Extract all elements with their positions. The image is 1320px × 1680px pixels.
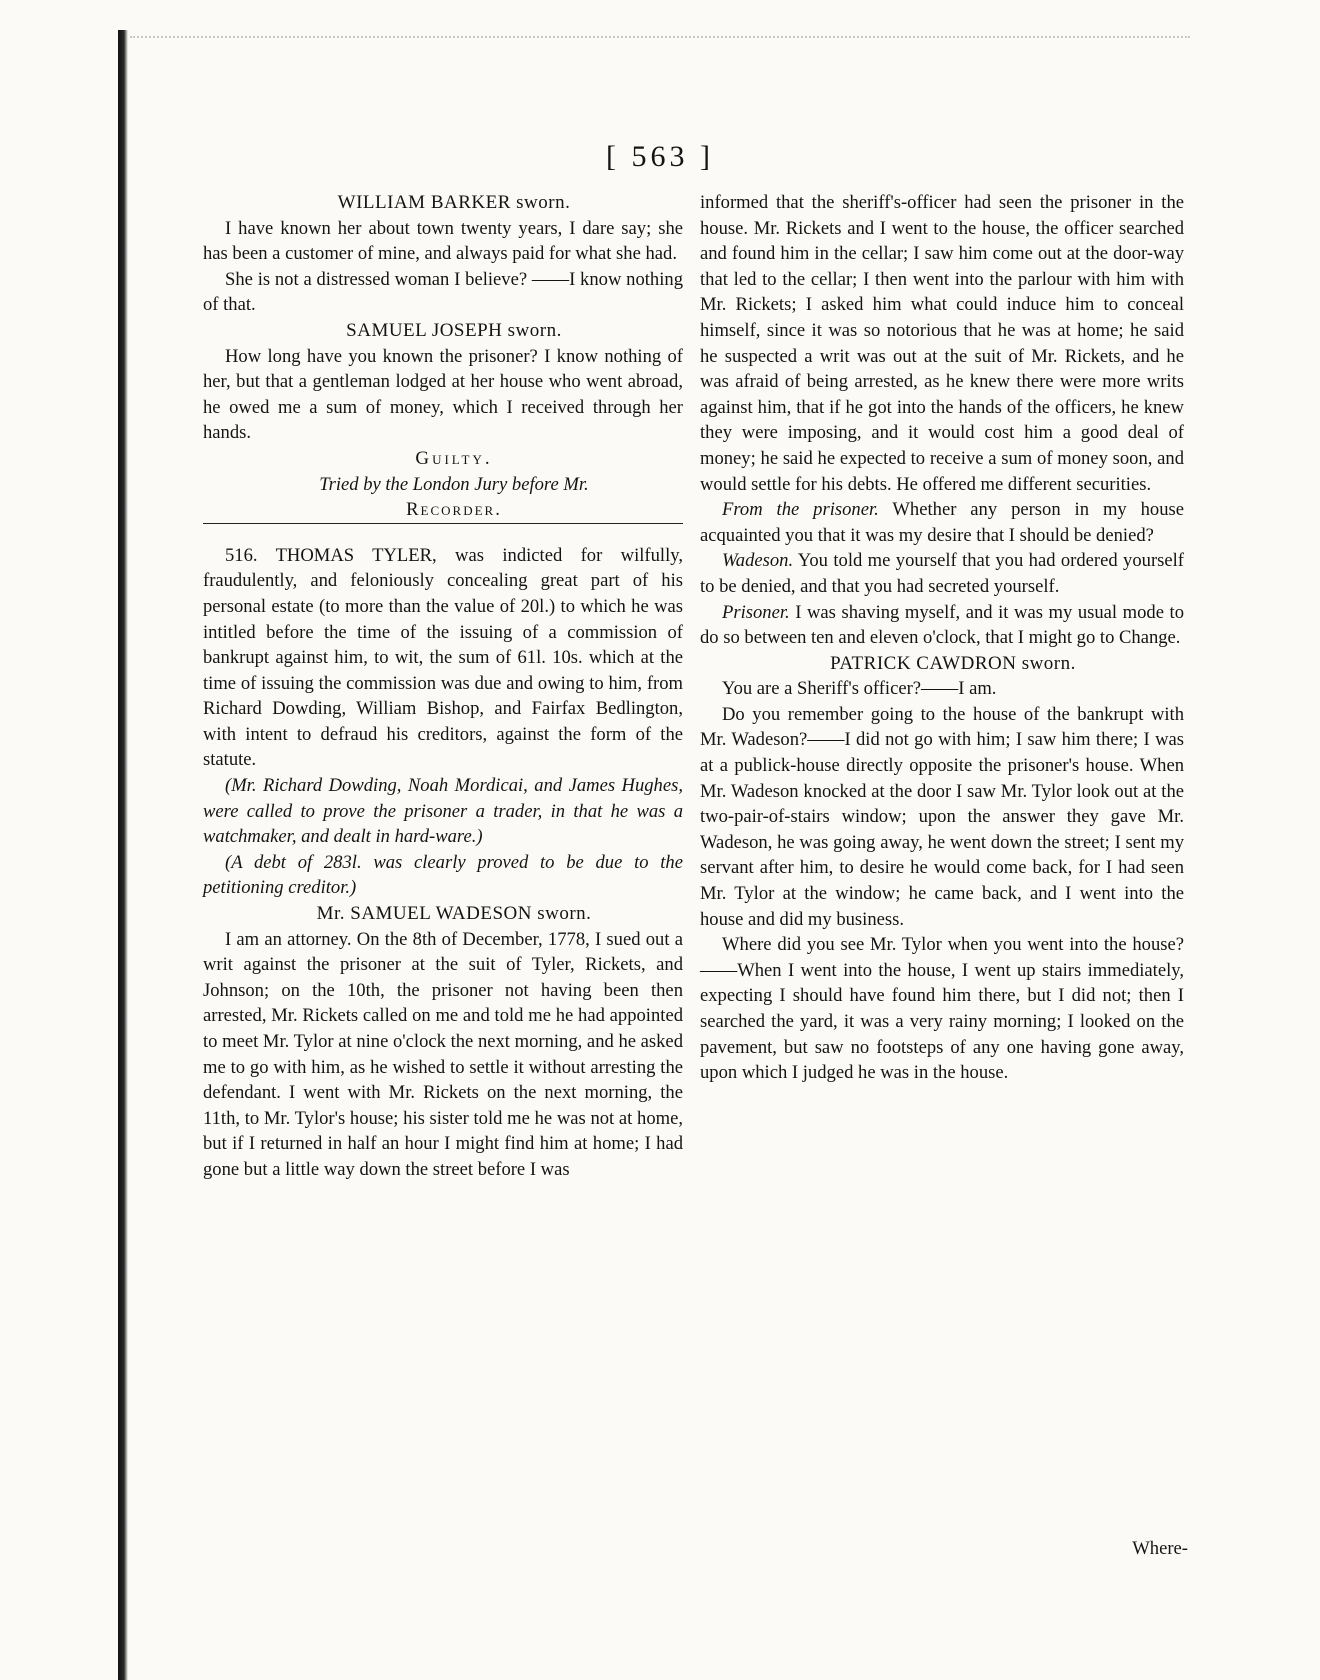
witness-heading-samuel-joseph: SAMUEL JOSEPH sworn. [346,319,562,341]
prisoner-text: I was shaving myself, and it was my usual mode to do so between ten and eleven o'clock, that I might go to Change. [700,601,1184,649]
testimony-paragraph: informed that the sheriff's-officer had seen the prisoner in the house. Mr. Rickets and I went to the house, the officer searched and found him in the cellar; I saw him come out at the door-way that led to the cellar; I then went into the parlour with him with Mr. Rickets; I asked him what could induce him to conceal himself, since it was so notorious that he was at home; he said he suspected a writ was out at the suit of Mr. Rickets, and he was afraid of being arrested, as he knew there were more writs against him, that if he got into the hands of the officers, he knew they were imposing, and it would cost him a good deal of money; he said he expected to receive a sum of money soon, and would settle for his debts. He offered me different securities. [700,192,1184,495]
speaker-label: From the prisoner. [722,499,879,521]
testimony-paragraph: She is not a distressed woman I believe? ——I know nothing of that. [203,268,683,316]
testimony-paragraph: Where did you see Mr. Tylor when you went into the house?——When I went into the house, I went up stairs immediately, expecting I should have found him there, but I did not; then I searched the yard, it was a very rainy morning; I looked on the pavement, but saw no footsteps of any one having gone away, upon which I judged he was in the house. [700,934,1184,1084]
right-column [700,190,1184,1086]
witness-heading-patrick-cawdron: PATRICK CAWDRON sworn. [830,652,1076,674]
testimony-paragraph: I have known her about town twenty years, I dare say; she has been a customer of mine, and always paid for what she had. [203,217,683,265]
verdict: Guilty. [415,447,493,469]
left-column [203,190,683,1183]
page-number: [ 563 ] [606,140,714,173]
testimony-paragraph: I am an attorney. On the 8th of December, 1778, I sued out a writ against the prisoner at the suit of Tyler, Rickets, and Johnson; on the 10th, the prisoner not having been then arrested, Mr. Rickets called on me and told me he had appointed to meet Mr. Tylor at nine o'clock the next morning, and he asked me to go with him, as he wished to settle it without arresting the defendant. I went with Mr. Rickets on the next morning, the 11th, to Mr. Tylor's house; his sister told me he was not at home, but if I returned in half an hour I might find him at home; I had gone but a little way down the street before I was [203,928,683,1180]
answer-text: You told me yourself that you had ordered yourself to be denied, and that you had secreted yourself. [700,550,1184,597]
debt-proof-note: (A debt of 283l. was clearly proved to be due to the petitioning creditor.) [203,851,683,899]
testimony-paragraph: You are a Sheriff's officer?——I am. [722,678,997,700]
tried-by-line: Tried by the London Jury before Mr. [319,473,589,495]
catchword: Where- [1132,1538,1188,1559]
top-edge-speckle [130,36,1190,52]
witness-heading-william-barker: WILLIAM BARKER sworn. [337,192,571,213]
answer-paragraph [700,548,1184,599]
testimony-paragraph: Do you remember going to the house of the bankrupt with Mr. Wadeson?——I did not go with him; I saw him there; I was at a publick-house directly opposite the prisoner's house. When Mr. Wadeson knocked at the door I saw Mr. Tylor look out at the two-pair-of-stairs window; upon the answer they gave Mr. Wadeson, he was going away, he went down the street; I sent my servant after him, to desire he would come back, for I had seen Mr. Tylor at the window; he came back, and I went into the house and did my business. [700,703,1184,930]
recorder-line: Recorder. [406,499,502,521]
speaker-label: Prisoner. [722,601,790,623]
page-edge-shadow [118,30,128,1680]
question-text: Whether any person in my house acquainted you that it was my desire that I should be denied? [700,499,1184,546]
witness-heading-samuel-wadeson: Mr. SAMUEL WADESON sworn. [316,903,592,925]
prisoner-paragraph [700,600,1184,651]
trader-proof-note: (Mr. Richard Dowding, Noah Mordicai, and James Hughes, were called to prove the prisoner a trader, in that he was a watchmaker, and dealt in hard-ware.) [203,775,683,848]
indictment-paragraph: 516. THOMAS TYLER, was indicted for wilfully, fraudulently, and feloniously concealing great part of his personal estate (to more than the value of 20l.) to which he was intitled before the time of the issuing of a commission of bankrupt against him, to wit, the sum of 61l. 10s. which at the time of issuing the commission was due and owing to him, from Richard Dowding, William Bishop, and Fairfax Bedlington, with intent to defraud his creditors, against the form of the statute. [203,544,683,771]
section-divider [203,523,683,525]
testimony-paragraph: How long have you known the prisoner? I know nothing of her, but that a gentleman lodged at her house who went abroad, he owed me a sum of money, which I received through her hands. [203,345,683,444]
speaker-label: Wadeson. [722,550,794,572]
question-paragraph [700,497,1184,548]
